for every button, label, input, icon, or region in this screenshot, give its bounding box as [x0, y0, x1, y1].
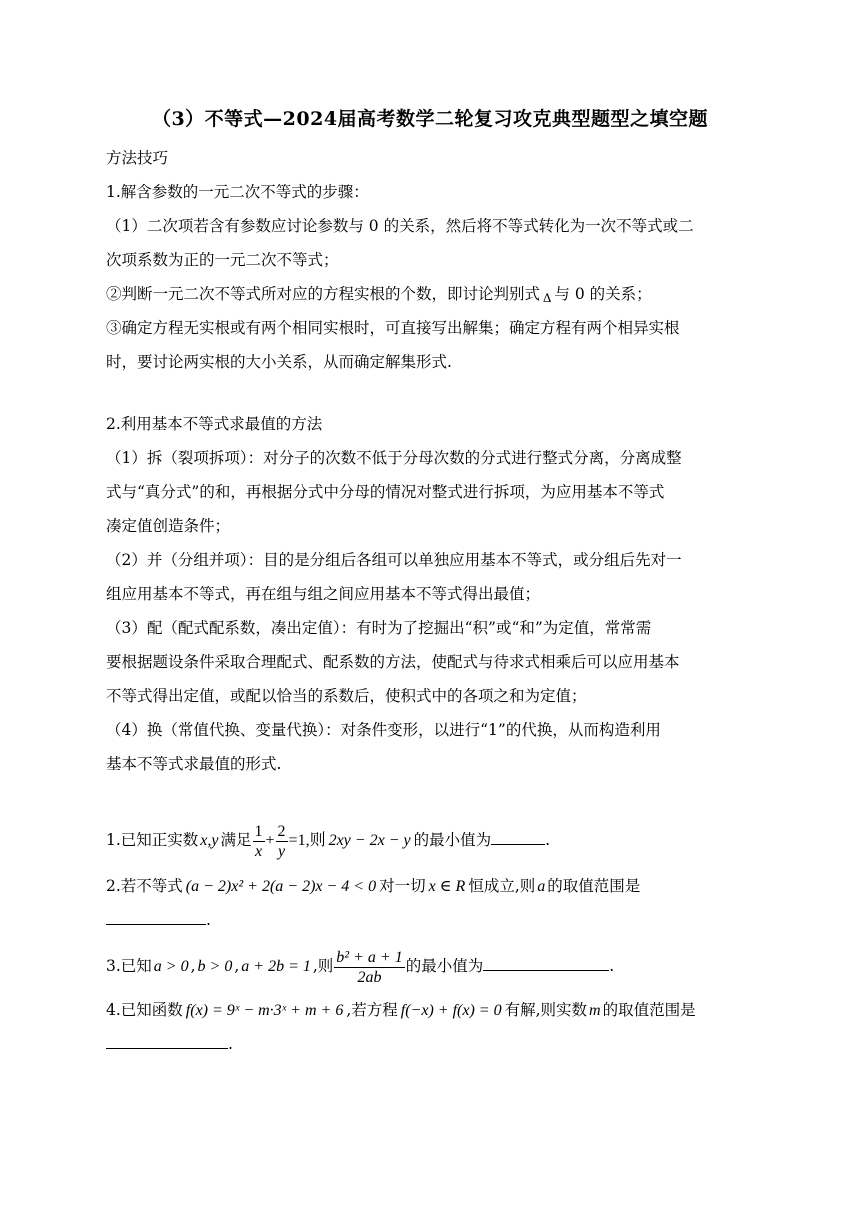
p4-equation: f(−x) + f(x) = 0: [400, 1002, 502, 1019]
p4-end: .: [228, 1035, 233, 1053]
p4-var: m: [589, 1002, 601, 1019]
p3-numerator: b² + a + 1: [336, 948, 403, 966]
tip1-para2-post: 与 0 的关系；: [554, 285, 652, 303]
p1-fraction-2: [276, 822, 288, 861]
tip1-para1-line1: （1）二次项若含有参数应讨论参数与 0 的关系，然后将不等式转化为一次不等式或二: [106, 217, 694, 235]
problem-3: [106, 944, 760, 988]
problem-1: [106, 818, 760, 862]
p2-end: .: [206, 911, 211, 929]
tip1-para1-line2: 次项系数为正的一元二次不等式；: [106, 251, 339, 269]
tip2-para2-line1: （2）并（分组并项）：目的是分组后各组可以单独应用基本不等式，或分组后先对一: [106, 551, 682, 569]
tip1-para2-pre: ②判断一元二次不等式所对应的方程实根的个数，即讨论判别式: [106, 285, 541, 303]
p3-sep2: ,: [234, 957, 240, 975]
p3-sep1: ,: [190, 957, 196, 975]
p1-f1-numerator: 1: [254, 822, 263, 840]
p3-mid: ,则: [312, 957, 334, 975]
tip2-para3-line2: 要根据题设条件采取合理配式、配系数的方法，使配式与待求式相乘后可以应用基本: [106, 653, 680, 671]
tip2-para2-line2: 组应用基本不等式，再在组与组之间应用基本不等式得出最值；: [106, 585, 541, 603]
p2-condition: x ∈ R: [428, 878, 466, 895]
p1-vars: x,y: [200, 832, 219, 849]
p3-cond-b: b > 0: [197, 958, 233, 975]
p2-var: a: [537, 878, 546, 895]
p1-f2-numerator: 2: [277, 822, 286, 840]
p4-post1: 有解,则实数: [504, 1001, 587, 1019]
tip1-para3-line2: 时，要讨论两实根的大小关系，从而确定解集形式.: [106, 353, 452, 371]
problem-4-blank-line: [106, 1034, 760, 1054]
tip2-heading: 2.利用基本不等式求最值的方法: [106, 415, 323, 433]
p3-post: 的最小值为: [405, 957, 484, 975]
p2-pre: 2.若不等式: [106, 877, 183, 895]
problem-4: [106, 1000, 760, 1021]
p1-mid: 满足: [220, 831, 252, 849]
tip2-para1-line2: 式与“真分式”的和，再根据分式中分母的情况对整式进行拆项，为应用基本不等式: [106, 483, 665, 501]
p1-plus: +: [265, 832, 275, 849]
p3-denominator: 2ab: [357, 968, 382, 986]
document-title: （3）不等式—2024届高考数学二轮复习攻克典型题型之填空题: [151, 108, 709, 130]
p4-post2: 的取值范围是: [602, 1001, 696, 1019]
p2-post2: 的取值范围是: [547, 877, 641, 895]
problem-2-blank-line: [106, 910, 760, 930]
p4-function: f(x) = 9ˣ − m·3ˣ + m + 6: [185, 1002, 344, 1019]
p4-answer-blank[interactable]: [106, 1034, 228, 1049]
p2-post1: 恒成立,则: [468, 877, 536, 895]
p1-f2-denominator: y: [277, 842, 286, 860]
p1-expression: 2xy − 2x − y: [328, 832, 411, 849]
section-label: 方法技巧: [106, 149, 169, 167]
p1-pre: 1.已知正实数: [106, 831, 199, 849]
p2-expression: (a − 2)x² + 2(a − 2)x − 4 < 0: [185, 878, 377, 895]
p3-cond-a: a > 0: [153, 958, 189, 975]
tip1-heading: 1.解含参数的一元二次不等式的步骤：: [106, 183, 369, 201]
p2-answer-blank[interactable]: [106, 910, 206, 925]
tip2-para4-line1: （4）换（常值代换、变量代换）：对条件变形，以进行“1”的代换，从而构造利用: [106, 721, 661, 739]
p1-end: .: [545, 831, 551, 849]
p3-end: .: [609, 957, 615, 975]
tip1-para2: [106, 284, 760, 308]
p3-answer-blank[interactable]: [483, 956, 609, 971]
p1-eq: =1,则: [288, 832, 326, 849]
p1-post: 的最小值为: [413, 831, 492, 849]
p1-f1-denominator: x: [254, 842, 263, 860]
p3-cond-sum: a + 2b = 1: [241, 958, 311, 975]
p2-mid: 对一切: [379, 877, 426, 895]
tip2-para3-line3: 不等式得出定值，或配以恰当的系数后，使积式中的各项之和为定值；: [106, 687, 587, 705]
tip2-para1-line1: （1）拆（裂项拆项）：对分子的次数不低于分母次数的分式进行整式分离，分离成整: [106, 449, 682, 467]
delta-symbol: Δ: [543, 290, 552, 305]
p4-mid: ,若方程: [346, 1001, 398, 1019]
tip1-para3-line1: ③确定方程无实根或有两个相同实根时，可直接写出解集；确定方程有两个相异实根: [106, 319, 680, 337]
tip2-para4-line2: 基本不等式求最值的形式.: [106, 755, 282, 773]
p3-fraction: [334, 948, 404, 987]
p3-pre: 3.已知: [106, 957, 152, 975]
p1-answer-blank[interactable]: [491, 830, 545, 845]
p1-fraction-1: [253, 822, 265, 861]
tip2-para1-line3: 凑定值创造条件；: [106, 517, 231, 535]
problem-2: [106, 876, 760, 897]
tip2-para3-line1: （3）配（配式配系数，凑出定值）：有时为了挖掘出“积”或“和”为定值，常常需: [106, 619, 652, 637]
p4-pre: 4.已知函数: [106, 1001, 183, 1019]
